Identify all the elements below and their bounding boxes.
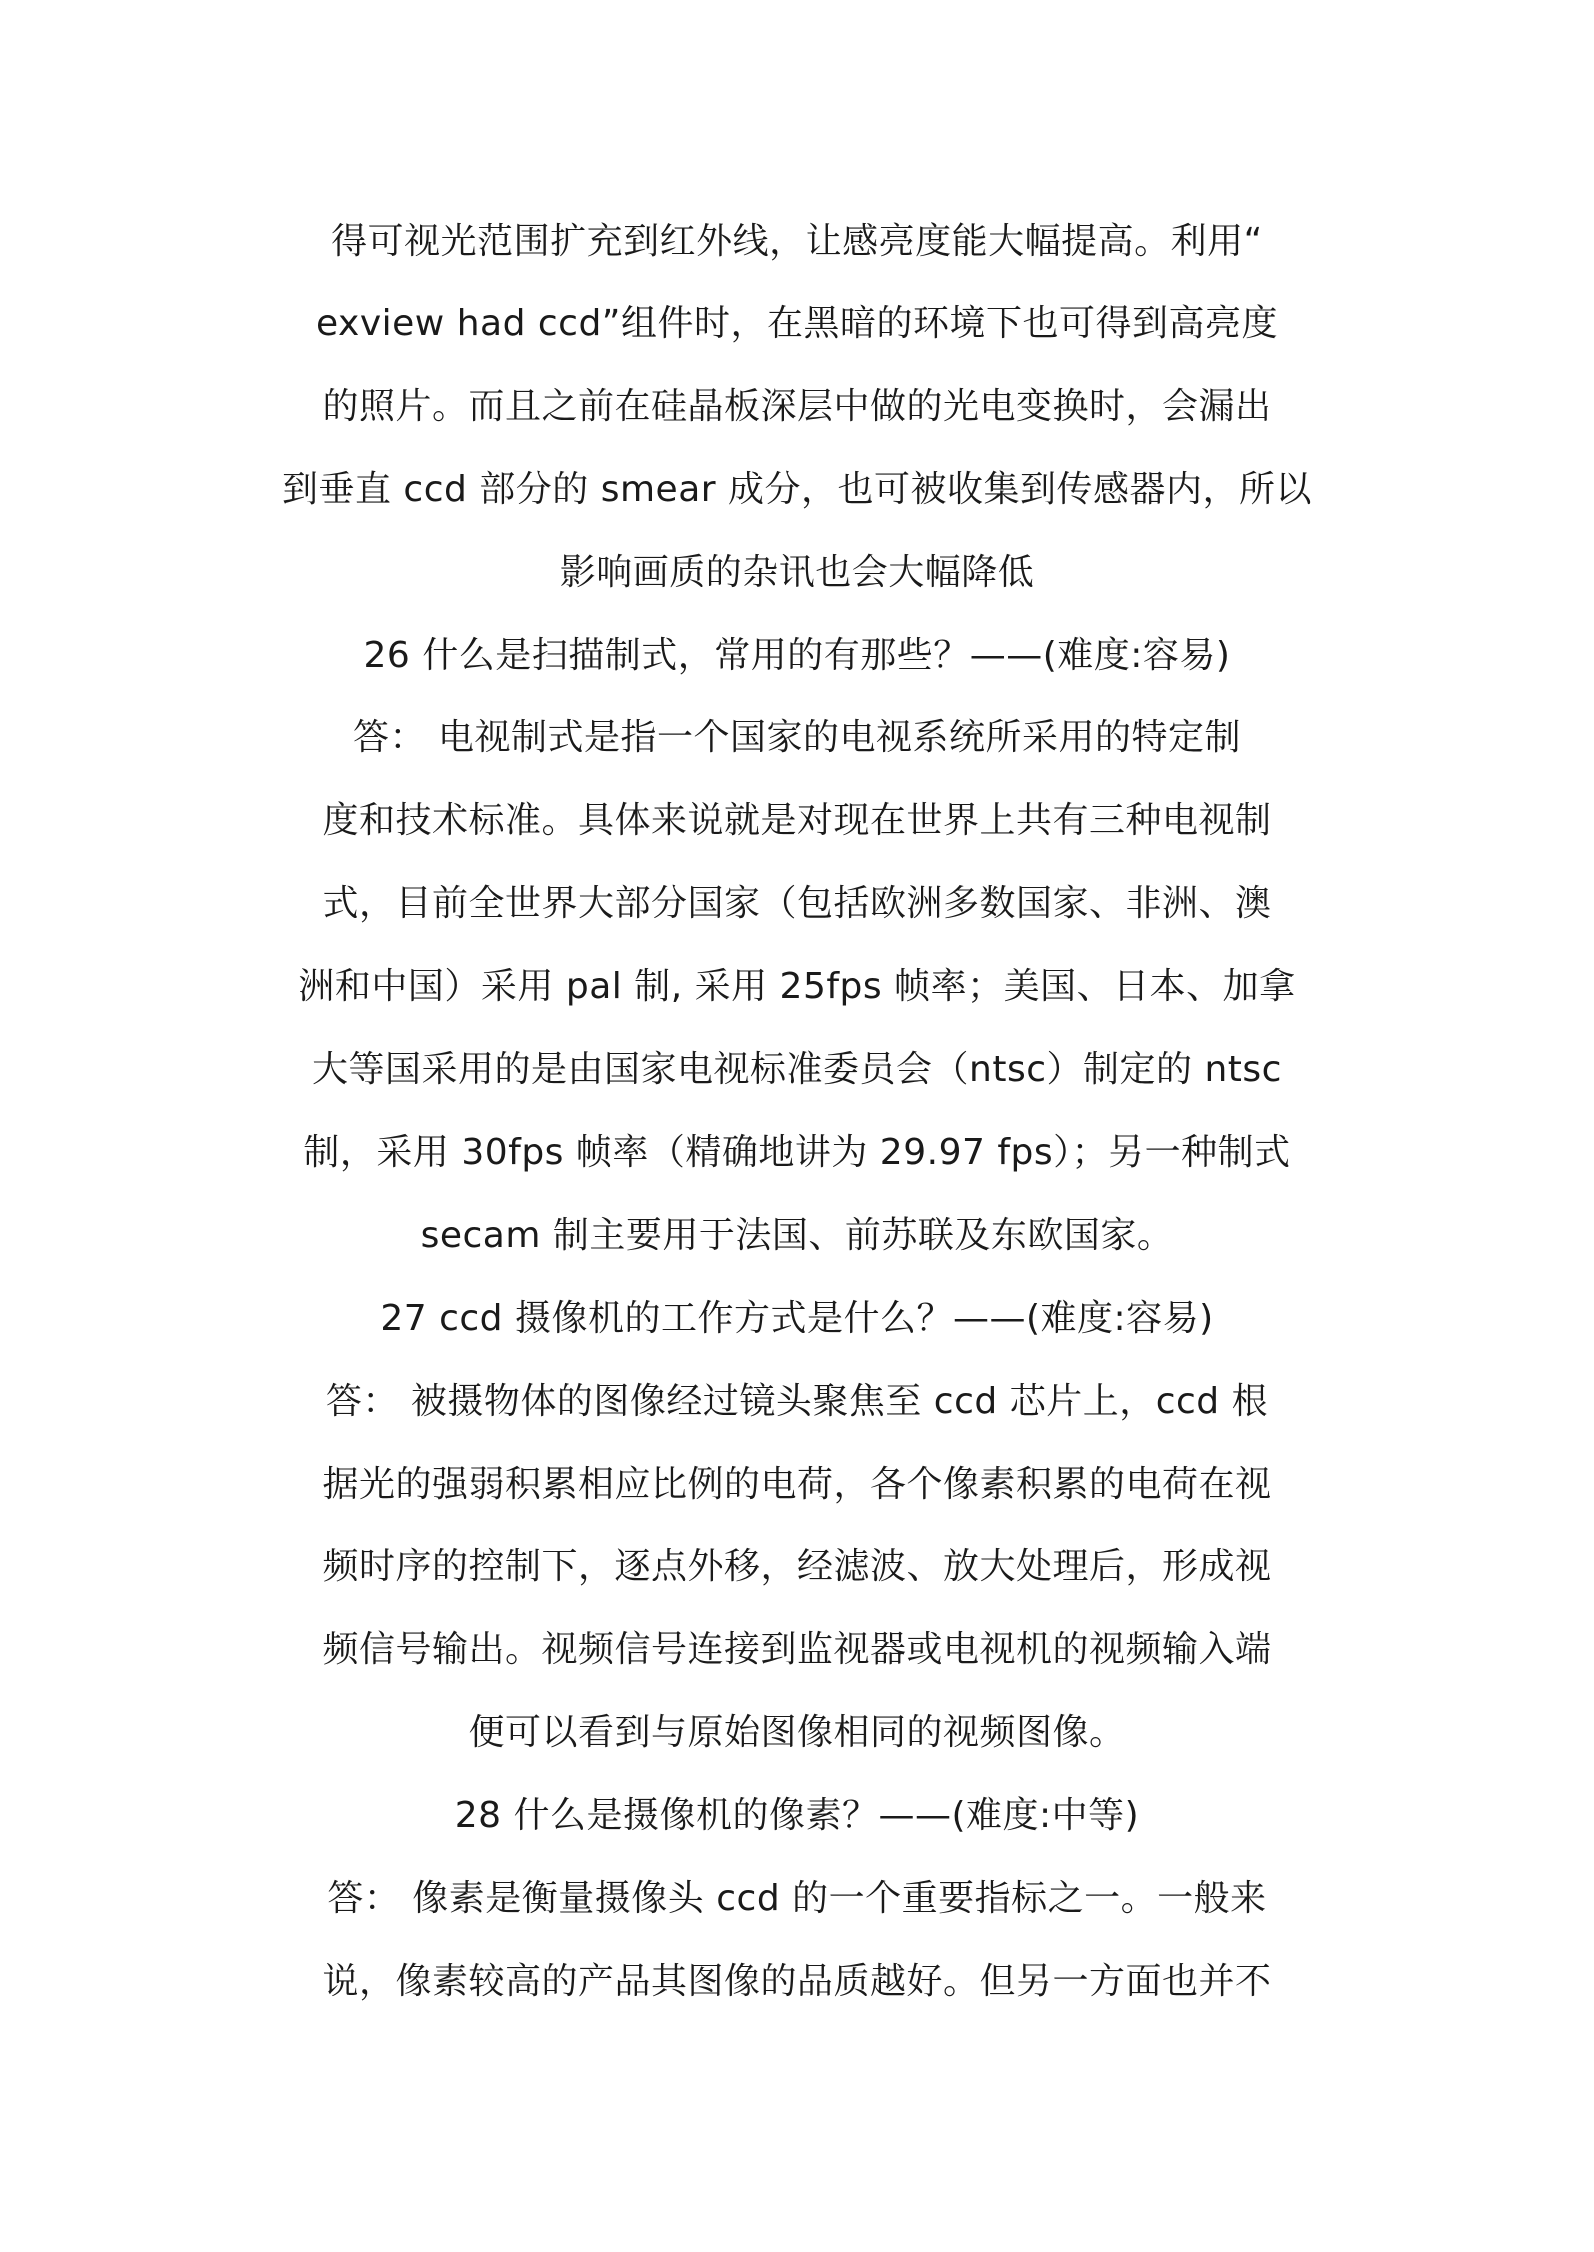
text-line: 频时序的控制下，逐点外移，经滤波、放大处理后，形成视 [322,1546,1272,1587]
text-line: 说，像素较高的产品其图像的品质越好。但另一方面也并不 [322,1961,1272,2002]
text-line: 到垂直 ccd 部分的 smear 成分，也可被收集到传感器内，所以 [281,469,1313,510]
answer-line: 答： 像素是衡量摄像头 ccd 的一个重要指标之一。一般来 [327,1878,1267,1919]
text-line: exview had ccd”组件时，在黑暗的环境下也可得到高亮度 [316,303,1278,344]
text-line: 度和技术标准。具体来说就是对现在世界上共有三种电视制 [322,800,1272,841]
text-line: 据光的强弱积累相应比例的电荷，各个像素积累的电荷在视 [322,1464,1272,1505]
answer-line: 答： 电视制式是指一个国家的电视系统所采用的特定制 [353,717,1241,758]
text-line: secam 制主要用于法国、前苏联及东欧国家。 [420,1215,1174,1256]
question-heading: 28 什么是摄像机的像素？——(难度:中等) [454,1795,1140,1836]
text-line: 大等国采用的是由国家电视标准委员会（ntsc）制定的 ntsc [312,1049,1282,1090]
text-line: 影响画质的杂讯也会大幅降低 [559,552,1035,593]
question-heading: 27 ccd 摄像机的工作方式是什么？——(难度:容易) [380,1298,1214,1339]
text-line: 式，目前全世界大部分国家（包括欧洲多数国家、非洲、澳 [322,883,1272,924]
text-line: 的照片。而且之前在硅晶板深层中做的光电变换时，会漏出 [322,386,1272,427]
text-line: 频信号输出。视频信号连接到监视器或电视机的视频输入端 [322,1629,1272,1670]
text-line: 得可视光范围扩充到红外线，让感亮度能大幅提高。利用“ [331,221,1263,262]
text-line: 制，采用 30fps 帧率（精确地讲为 29.97 fps）；另一种制式 [303,1132,1291,1173]
question-heading: 26 什么是扫描制式，常用的有那些？——(难度:容易) [363,635,1231,676]
text-line: 便可以看到与原始图像相同的视频图像。 [468,1712,1126,1753]
answer-line: 答： 被摄物体的图像经过镜头聚焦至 ccd 芯片上，ccd 根 [325,1381,1269,1422]
text-line: 洲和中国）采用 pal 制, 采用 25fps 帧率；美国、日本、加拿 [298,966,1296,1007]
